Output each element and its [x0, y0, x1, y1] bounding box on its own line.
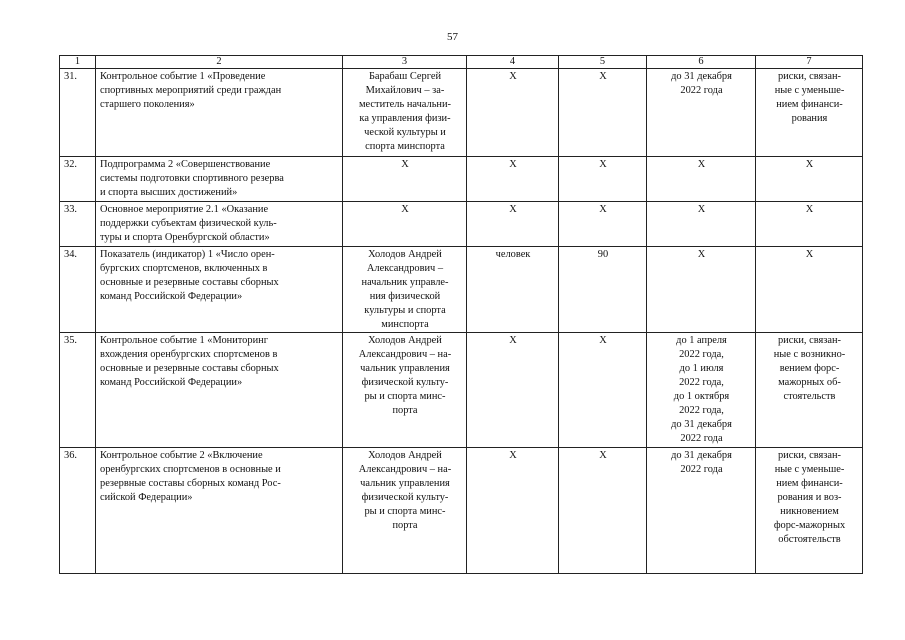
event-name-line: бургских спортсменов, включенных в: [100, 262, 268, 274]
deadline-line: 2022 года: [680, 84, 723, 96]
responsible-person-line: Александрович – на-: [358, 464, 452, 476]
responsible-person-line: меститель начальни-: [358, 98, 452, 110]
row-number: 32.: [60, 157, 96, 202]
column-header-7: 7: [756, 56, 863, 69]
risks-line: ные с возникно-: [773, 349, 846, 361]
risks: [756, 333, 863, 448]
risks-line: никновением: [780, 506, 839, 518]
deadline: [647, 69, 756, 157]
event-name: [96, 247, 343, 333]
risks-line: рования: [791, 112, 828, 124]
row-number: 36.: [60, 448, 96, 574]
row-number: 35.: [60, 333, 96, 448]
column-4-value: X: [467, 69, 559, 157]
column-5-value: X: [559, 202, 647, 247]
responsible-person-line: минспорта: [381, 318, 429, 330]
column-header-5: 5: [559, 56, 647, 69]
risks-line: нием финанси-: [776, 98, 843, 110]
responsible-person-line: порта: [392, 519, 418, 531]
risks-line: риски, связан-: [777, 71, 842, 82]
column-5-value: 90: [559, 247, 647, 333]
event-name: [96, 202, 343, 247]
responsible-person: [343, 448, 467, 574]
event-name-line: сийской Федерации»: [100, 492, 193, 504]
event-name: [96, 157, 343, 202]
column-4-value: X: [467, 448, 559, 574]
table-row: [60, 69, 863, 157]
row-number: 34.: [60, 247, 96, 333]
event-name-line: Контрольное событие 2 «Включение: [100, 450, 263, 462]
responsible-person-line: Холодов Андрей: [368, 450, 442, 462]
responsible-person: [343, 69, 467, 157]
responsible-person-line: чальник управления: [360, 363, 450, 375]
event-name-line: поддержки субъектам физической куль-: [100, 217, 277, 229]
deadline-line: до 1 октября: [673, 391, 730, 403]
event-name: [96, 333, 343, 448]
deadline-line: до 31 декабря: [671, 418, 732, 430]
event-name: [96, 448, 343, 574]
responsible-person-line: Александрович –: [366, 262, 444, 274]
column-4-value: X: [467, 333, 559, 448]
risks-line: риски, связан-: [777, 335, 842, 347]
deadline-line: 2022 года: [680, 432, 723, 444]
event-name-line: команд Российской Федерации»: [100, 377, 243, 389]
deadline-line: 2022 года,: [679, 404, 724, 416]
deadline-line: X: [697, 159, 706, 170]
event-name-line: резервные составы сборных команд Рос-: [100, 478, 281, 490]
event-name-line: системы подготовки спортивного резерва: [100, 172, 284, 184]
event-name-line: Контрольное событие 1 «Проведение: [100, 71, 266, 82]
risks: [756, 157, 863, 202]
event-name-line: вхождения оренбургских спортсменов в: [100, 349, 278, 361]
event-name-line: оренбургских спортсменов в основные и: [100, 464, 281, 476]
responsible-person-line: порта: [392, 404, 418, 416]
event-name-line: и спорта высших достижений»: [100, 186, 238, 198]
responsible-person-line: ческой культуры и: [364, 126, 446, 138]
row-number: 33.: [60, 202, 96, 247]
responsible-person-line: спорта минспорта: [365, 140, 445, 152]
event-name-line: старшего поколения»: [100, 98, 195, 110]
risks: [756, 69, 863, 157]
risks-line: рования и воз-: [777, 492, 842, 504]
responsible-person-line: Барабаш Сергей: [368, 71, 442, 82]
risks-line: форс-мажорных: [773, 519, 846, 531]
responsible-person-line: ры и спорта минс-: [364, 391, 446, 403]
deadline-line: до 1 апреля: [676, 335, 727, 347]
column-5-value: X: [559, 69, 647, 157]
responsible-person-line: ка управления физи-: [359, 112, 451, 124]
header-row: [60, 56, 863, 69]
responsible-person-line: ры и спорта минс-: [364, 506, 446, 518]
deadline: [647, 448, 756, 574]
responsible-person-line: Холодов Андрей: [368, 335, 442, 347]
event-name-line: Контрольное событие 1 «Мониторинг: [100, 335, 268, 347]
row-number: 31.: [60, 69, 96, 157]
responsible-person-line: физической культу-: [361, 492, 449, 504]
risks-line: вением форс-: [779, 363, 840, 375]
responsible-person-line: чальник управления: [360, 478, 450, 490]
column-header-2: 2: [96, 56, 343, 69]
event-name-line: Основное мероприятие 2.1 «Оказание: [100, 204, 269, 215]
column-header-3: 3: [343, 56, 467, 69]
responsible-person: [343, 157, 467, 202]
column-4-value: X: [467, 157, 559, 202]
deadline: [647, 247, 756, 333]
column-5-value: X: [559, 333, 647, 448]
responsible-person-line: Александрович – на-: [358, 349, 452, 361]
risks-line: нием финанси-: [776, 478, 843, 490]
responsible-person-line: начальник управле-: [361, 276, 449, 288]
event-name: [96, 69, 343, 157]
table-row: [60, 202, 863, 247]
risks-line: мажорных об-: [778, 377, 841, 389]
table-row: [60, 157, 863, 202]
deadline-line: 2022 года,: [679, 377, 724, 389]
responsible-person: [343, 333, 467, 448]
deadline-line: до 1 июля: [679, 363, 724, 375]
table-row: [60, 333, 863, 448]
deadline-line: до 31 декабря: [671, 71, 732, 82]
deadline-line: 2022 года: [680, 464, 723, 476]
deadline: [647, 157, 756, 202]
deadline: [647, 202, 756, 247]
event-name-line: основные и резервные составы сборных: [100, 276, 279, 288]
responsible-person-line: X: [401, 159, 409, 170]
responsible-person-line: X: [401, 204, 409, 215]
column-4-value: X: [467, 202, 559, 247]
deadline-line: X: [697, 204, 706, 215]
event-name-line: основные и резервные составы сборных: [100, 363, 279, 375]
risks-line: X: [805, 249, 814, 260]
risks-line: стоятельств: [783, 391, 836, 403]
risks-line: ные с уменьше-: [774, 464, 845, 476]
column-header-6: 6: [647, 56, 756, 69]
responsible-person-line: Михайлович – за-: [365, 84, 445, 96]
risks: [756, 448, 863, 574]
risks-line: ные с уменьше-: [774, 84, 845, 96]
risks-line: обстоятельств: [778, 533, 841, 545]
page-number: 57: [447, 31, 458, 43]
table-row: [60, 448, 863, 574]
event-name-line: команд Российской Федерации»: [100, 290, 243, 302]
responsible-person-line: культуры и спорта: [364, 304, 446, 316]
risks-line: риски, связан-: [777, 450, 842, 462]
risks-line: X: [805, 204, 814, 215]
event-name-line: спортивных мероприятий среди граждан: [100, 84, 282, 96]
responsible-person-line: ния физической: [369, 290, 441, 302]
event-name-line: туры и спорта Оренбургской области»: [100, 231, 270, 243]
column-5-value: X: [559, 448, 647, 574]
risks: [756, 247, 863, 333]
responsible-person-line: физической культу-: [361, 377, 449, 389]
column-header-4: 4: [467, 56, 559, 69]
column-header-1: 1: [60, 56, 96, 69]
deadline-line: 2022 года,: [679, 349, 724, 361]
risks: [756, 202, 863, 247]
risks-line: X: [805, 159, 814, 170]
responsible-person: [343, 202, 467, 247]
deadline-line: X: [697, 249, 706, 260]
column-5-value: X: [559, 157, 647, 202]
events-table: [59, 55, 863, 574]
column-4-value: человек: [467, 247, 559, 333]
responsible-person: [343, 247, 467, 333]
responsible-person-line: Холодов Андрей: [368, 249, 442, 260]
table-row: [60, 247, 863, 333]
deadline: [647, 333, 756, 448]
event-name-line: Показатель (индикатор) 1 «Число орен-: [100, 249, 275, 260]
deadline-line: до 31 декабря: [671, 450, 732, 462]
event-name-line: Подпрограмма 2 «Совершенствование: [100, 159, 271, 170]
